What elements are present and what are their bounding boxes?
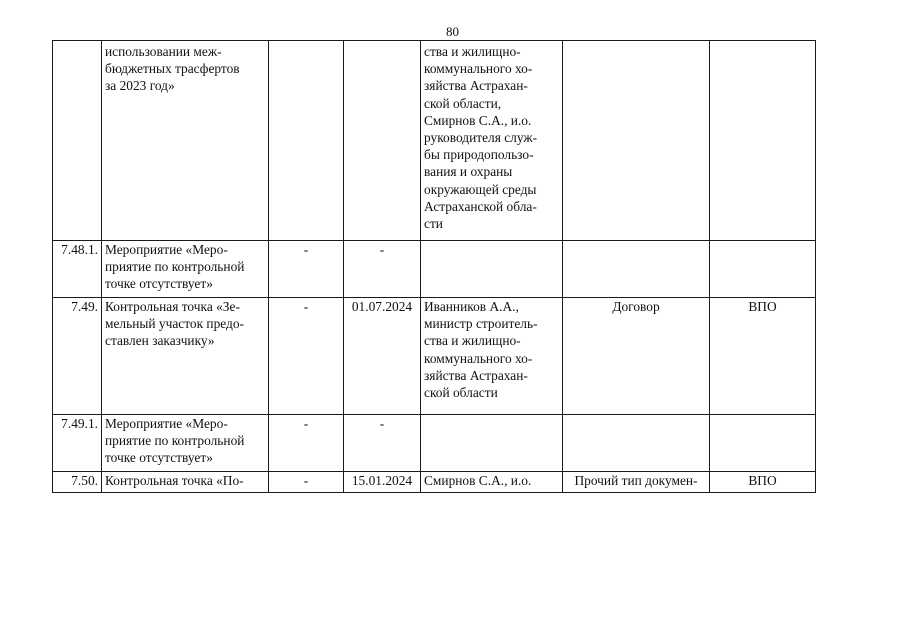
info-system-cell: ВПО (710, 472, 816, 493)
cell-text-line: бюджетных трасфертов (105, 61, 240, 77)
cell-text-line: ской области, (424, 95, 502, 111)
start-date-cell: - (269, 415, 344, 472)
info-system-cell (710, 241, 816, 298)
cell-text-line: Мероприятие «Меро- (105, 416, 228, 431)
cell-text-line: ства и жилищно- (424, 44, 521, 59)
cell-text-line: Иванников А.А., (424, 299, 519, 314)
end-date-cell: - (344, 241, 421, 298)
cell-text-line: Мероприятие «Меро- (105, 242, 228, 257)
info-system-cell: ВПО (710, 298, 816, 415)
start-date-cell: - (269, 472, 344, 493)
table-row (53, 298, 816, 415)
cell-text-line: точке отсутствует» (105, 276, 213, 292)
page-number: 80 (446, 24, 459, 39)
cell-text-line: ства и жилищно- (424, 333, 521, 349)
table-row (53, 241, 816, 298)
name-cell (102, 298, 269, 415)
cell-text-line: Контрольная точка «Зе- (105, 299, 240, 314)
cell-text-line: Контрольная точка «По- (105, 473, 244, 488)
cell-text-line: Смирнов С.А., и.о. (424, 473, 532, 488)
cell-text-line: вания и охраны (424, 164, 513, 180)
cell-text-line: министр строитель- (424, 316, 538, 332)
responsible-cell (421, 415, 563, 472)
table-body (53, 41, 816, 493)
name-cell (102, 415, 269, 472)
cell-text-line: точке отсутствует» (105, 450, 213, 466)
name-cell (102, 41, 269, 241)
document-type-cell (563, 241, 710, 298)
cell-text-line: приятие по контрольной (105, 259, 245, 275)
cell-text-line: сти (424, 216, 443, 232)
table-row (53, 415, 816, 472)
cell-text-line: ставлен заказчику» (105, 333, 215, 349)
cell-text-line: ской области (424, 385, 498, 401)
row-number-cell: 7.50. (53, 472, 102, 493)
start-date-cell: - (269, 298, 344, 415)
info-system-cell (710, 415, 816, 472)
cell-text-line: коммунального хо- (424, 61, 533, 77)
responsible-cell (421, 472, 563, 493)
end-date-cell (344, 41, 421, 241)
cell-text-line: руководителя служ- (424, 130, 538, 146)
document-type-cell (563, 415, 710, 472)
cell-text-line: бы природопользо- (424, 147, 534, 163)
cell-text-line: использовании меж- (105, 44, 222, 59)
responsible-cell (421, 298, 563, 415)
document-type-cell (563, 41, 710, 241)
cell-text-line: мельный участок предо- (105, 316, 245, 332)
document-type-cell: Прочий тип докумен- (563, 472, 710, 493)
cell-text-line: зяйства Астрахан- (424, 78, 528, 94)
name-cell (102, 472, 269, 493)
end-date-cell: 01.07.2024 (344, 298, 421, 415)
end-date-cell: - (344, 415, 421, 472)
row-number-cell (53, 41, 102, 241)
row-number-cell: 7.49.1. (53, 415, 102, 472)
start-date-cell: - (269, 241, 344, 298)
name-cell (102, 241, 269, 298)
info-system-cell (710, 41, 816, 241)
end-date-cell: 15.01.2024 (344, 472, 421, 493)
row-number-cell: 7.48.1. (53, 241, 102, 298)
cell-text-line: за 2023 год» (105, 78, 175, 94)
start-date-cell (269, 41, 344, 241)
responsible-cell (421, 41, 563, 241)
control-points-table (52, 40, 816, 493)
cell-text-line: окружающей среды (424, 181, 537, 197)
cell-text-line: Смирнов С.А., и.о. (424, 112, 532, 128)
cell-text-line: коммунального хо- (424, 350, 533, 366)
responsible-cell (421, 241, 563, 298)
cell-text-line: Астраханской обла- (424, 198, 537, 214)
table-row (53, 472, 816, 493)
cell-text-line: зяйства Астрахан- (424, 367, 528, 383)
table-row (53, 41, 816, 241)
row-number-cell: 7.49. (53, 298, 102, 415)
document-type-cell: Договор (563, 298, 710, 415)
cell-text-line: приятие по контрольной (105, 433, 245, 449)
